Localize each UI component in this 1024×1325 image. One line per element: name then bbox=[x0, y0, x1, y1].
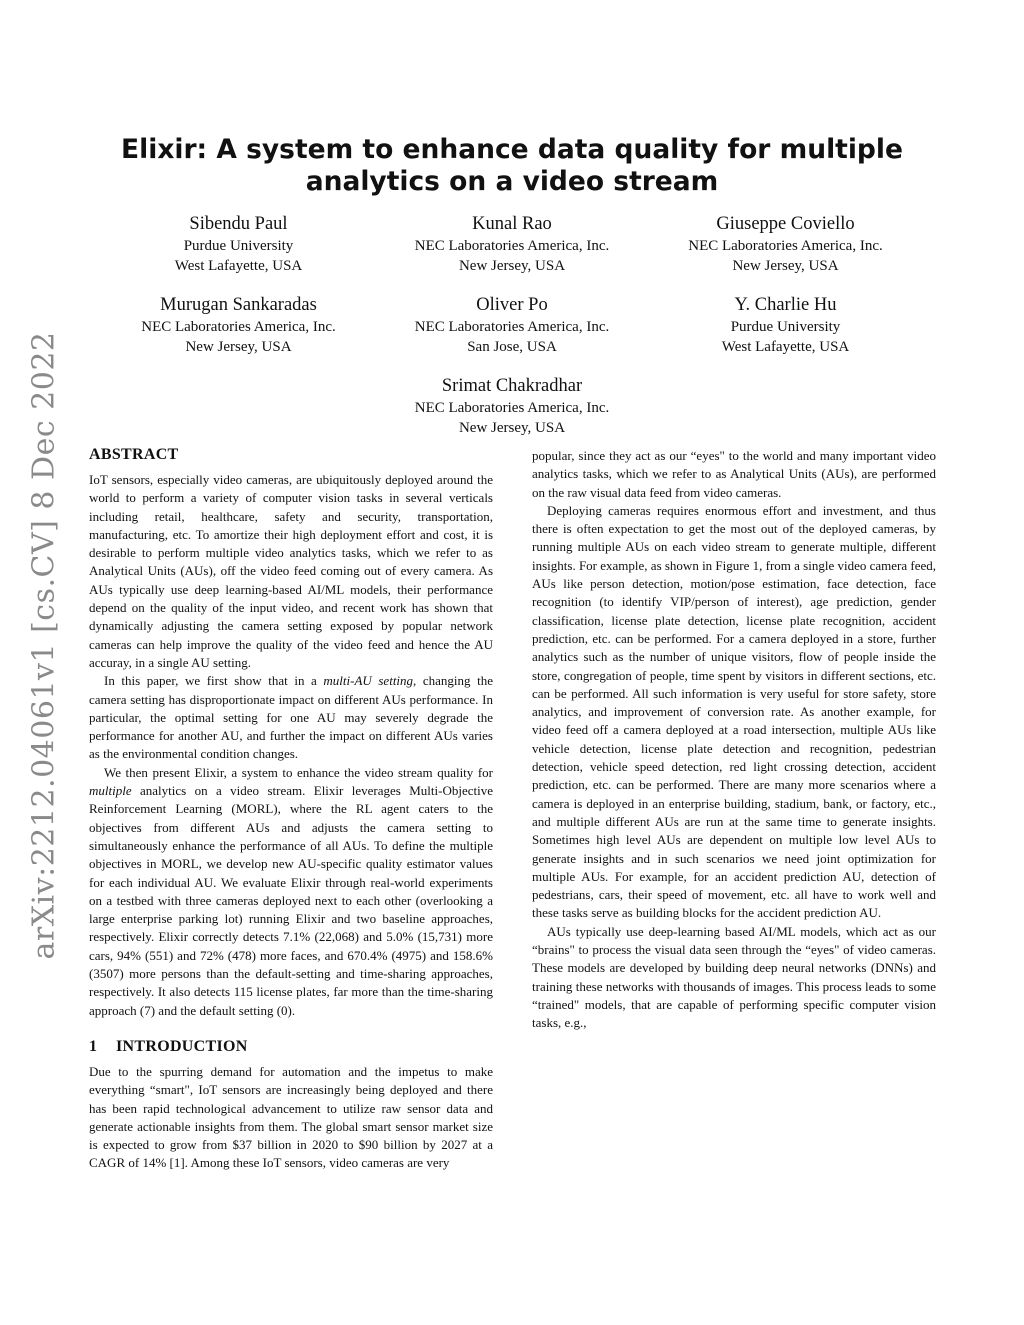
author-location: New Jersey, USA bbox=[458, 258, 566, 274]
text-run: In this paper, we first show that in a bbox=[104, 673, 324, 689]
author-affiliation: NEC Laboratories America, Inc. bbox=[688, 238, 883, 254]
text-run: We then present Elixir, a system to enhance the video stream quality for bbox=[104, 764, 493, 780]
author-block bbox=[387, 212, 637, 276]
intro-paragraph-part1: Due to the spurring demand for automation and the impetus to make everything “smart", IoT sensors are increasingly being deployed and there has been rapid technological advancement to utilize raw sensor data and generate actionable insights from them. The global smart sensor market size is expected to grow from $37 billion in 2020 to $90 billion by 2027 at a CAGR of 14% [1]. Among these IoT sensors, video cameras are very bbox=[89, 1063, 493, 1171]
intro-paragraph-continued: popular, since they act as our “eyes" to the world and many important video analytics tasks, which we refer to as Analytical Units (AUs), are performed on the raw visual data feed from video cameras. bbox=[532, 448, 936, 500]
section-number: 1 bbox=[89, 1037, 98, 1055]
intro-paragraph: Deploying cameras requires enormous effort and investment, and thus there is often expectation to get the most out of the deployed cameras, by running multiple AUs on each video stream to generate multiple, different insights. For example, as shown in Figure 1, from a single video camera feed, AUs like person detection, motion/pose estimation, face detection, face recognition (to identify VIP/person of interest), age prediction, gender classification, license plate detection, license plate recognition, accident prediction, etc. can be performed. For a camera deployed in a store, further analytics such as the number of unique visitors, flow of people inside the store, congregation of people, time spent by visitors in different sections, etc. can be performed. All such information is very useful for store safety, store analytics, and improvement of conversion rate. As another example, for video feed off a camera deployed at a road intersection, multiple AUs like vehicle detection, license plate detection and recognition, pedestrian detection, vehicle speed detection, red light crossing detection, accident prediction, etc. can be performed. There are many more scenarios where a camera is deployed in an enterprise building, stadium, bank, or factory, etc., and multiple different AUs are run at the same time to generate insights. Sometimes high level AUs are dependent on multiple low level AUs to generate insights and in such scenarios we need joint optimization for multiple AUs. For example, for an accident prediction AU, detection of pedestrians, cars, their speed of movement, etc. all have to work well and these tasks serve as building blocks for the accident prediction AU. bbox=[532, 502, 936, 921]
author-block bbox=[387, 293, 637, 357]
author-location: West Lafayette, USA bbox=[174, 258, 303, 274]
author-name: Kunal Rao bbox=[472, 214, 552, 234]
author-block bbox=[90, 293, 387, 357]
author-location: New Jersey, USA bbox=[732, 258, 839, 274]
author-name: Murugan Sankaradas bbox=[160, 295, 317, 315]
text-run: , changing the camera setting has disproportionate impact on different AUs performance. In particular, the optimal setting for one AU may severely degrade the performance for another AU, and further the impact on different AUs varies as the environmental condition changes. bbox=[89, 673, 493, 762]
author-affiliation: Purdue University bbox=[730, 319, 841, 335]
author-affiliation: NEC Laboratories America, Inc. bbox=[414, 319, 610, 335]
author-location: West Lafayette, USA bbox=[721, 339, 850, 355]
author-affiliation: Purdue University bbox=[183, 238, 294, 254]
abstract-paragraph: IoT sensors, especially video cameras, are ubiquitously deployed around the world to perform a variety of computer vision tasks in several verticals including retail, healthcare, safety and security, transportation, manufacturing, etc. To amortize their high deployment effort and cost, it is desirable to perform multiple video analytics tasks, which we refer to as Analytical Units (AUs), off the video feed coming out of every camera. As AUs typically use deep learning-based AI/ML models, their performance depend on the quality of the input video, and recent work has shown that dynamically adjusting the camera setting exposed by popular network cameras can help improve the quality of the video feed and hence the AU accuray, in a single AU setting. bbox=[89, 472, 493, 670]
right-column bbox=[532, 447, 936, 1033]
arxiv-identifier-text: arXiv:2212.04061v1 [cs.CV] 8 Dec 2022 bbox=[26, 330, 62, 960]
emphasis-text: multi-AU setting bbox=[323, 673, 414, 689]
author-location: San Jose, USA bbox=[467, 339, 557, 355]
left-column bbox=[89, 445, 493, 1173]
abstract-paragraph bbox=[89, 672, 493, 763]
author-name: Srimat Chakradhar bbox=[441, 376, 583, 396]
intro-paragraph: AUs typically use deep-learning based AI/ML models, which act as our “brains" to process the visual data seen through the “eyes" of video cameras. These models are developed by building deep neural networks (DNNs) and training these networks with thousands of images. This process leads to some “trained" models, that are capable of performing specific computer vision tasks, e.g., bbox=[532, 923, 936, 1031]
author-name: Oliver Po bbox=[476, 295, 548, 315]
author-block bbox=[387, 374, 637, 438]
section-title: INTRODUCTION bbox=[116, 1037, 248, 1055]
author-list bbox=[90, 212, 934, 438]
author-block bbox=[637, 212, 934, 276]
author-affiliation: NEC Laboratories America, Inc. bbox=[414, 400, 610, 416]
author-block bbox=[637, 293, 934, 357]
abstract-heading: ABSTRACT bbox=[89, 446, 179, 463]
author-location: New Jersey, USA bbox=[185, 339, 292, 355]
text-run: analytics on a video stream. Elixir leverages Multi-Objective Reinforcement Learning (MORL), where the RL agent caters to the objectives from different AUs and adjusts the camera setting to simultaneously enhance the performance of all AUs. To define the multiple objectives in MORL, we develop new AU-specific quality estimator values for each individual AU. We evaluate Elixir through real-world experiments on a testbed with three cameras deployed next to each other (overlooking a large enterprise parking lot) running Elixir and two baseline approaches, respectively. Elixir correctly detects 7.1% (22,068) and 5.0% (15,731) more cars, 94% (551) and 72% (478) more faces, and 670.4% (4975) and 158.6% (3507) more persons than the default-setting and time-sharing approaches, respectively. It also detects 115 license plates, far more than the time-sharing approach (7) and the default setting (0). bbox=[89, 783, 493, 1018]
author-affiliation: NEC Laboratories America, Inc. bbox=[414, 238, 610, 254]
abstract-paragraph bbox=[89, 764, 493, 1020]
author-affiliation: NEC Laboratories America, Inc. bbox=[141, 319, 336, 335]
author-block bbox=[90, 374, 387, 438]
author-block bbox=[90, 212, 387, 276]
author-name: Sibendu Paul bbox=[189, 214, 288, 234]
introduction-heading bbox=[89, 1037, 493, 1057]
author-name: Y. Charlie Hu bbox=[734, 295, 837, 315]
paper-title: Elixir: A system to enhance data quality for multiple analytics on a video stream bbox=[121, 134, 903, 197]
emphasis-text: multiple bbox=[89, 783, 132, 799]
author-location: New Jersey, USA bbox=[458, 420, 566, 436]
arxiv-identifier bbox=[20, 330, 68, 960]
author-name: Giuseppe Coviello bbox=[716, 214, 855, 234]
